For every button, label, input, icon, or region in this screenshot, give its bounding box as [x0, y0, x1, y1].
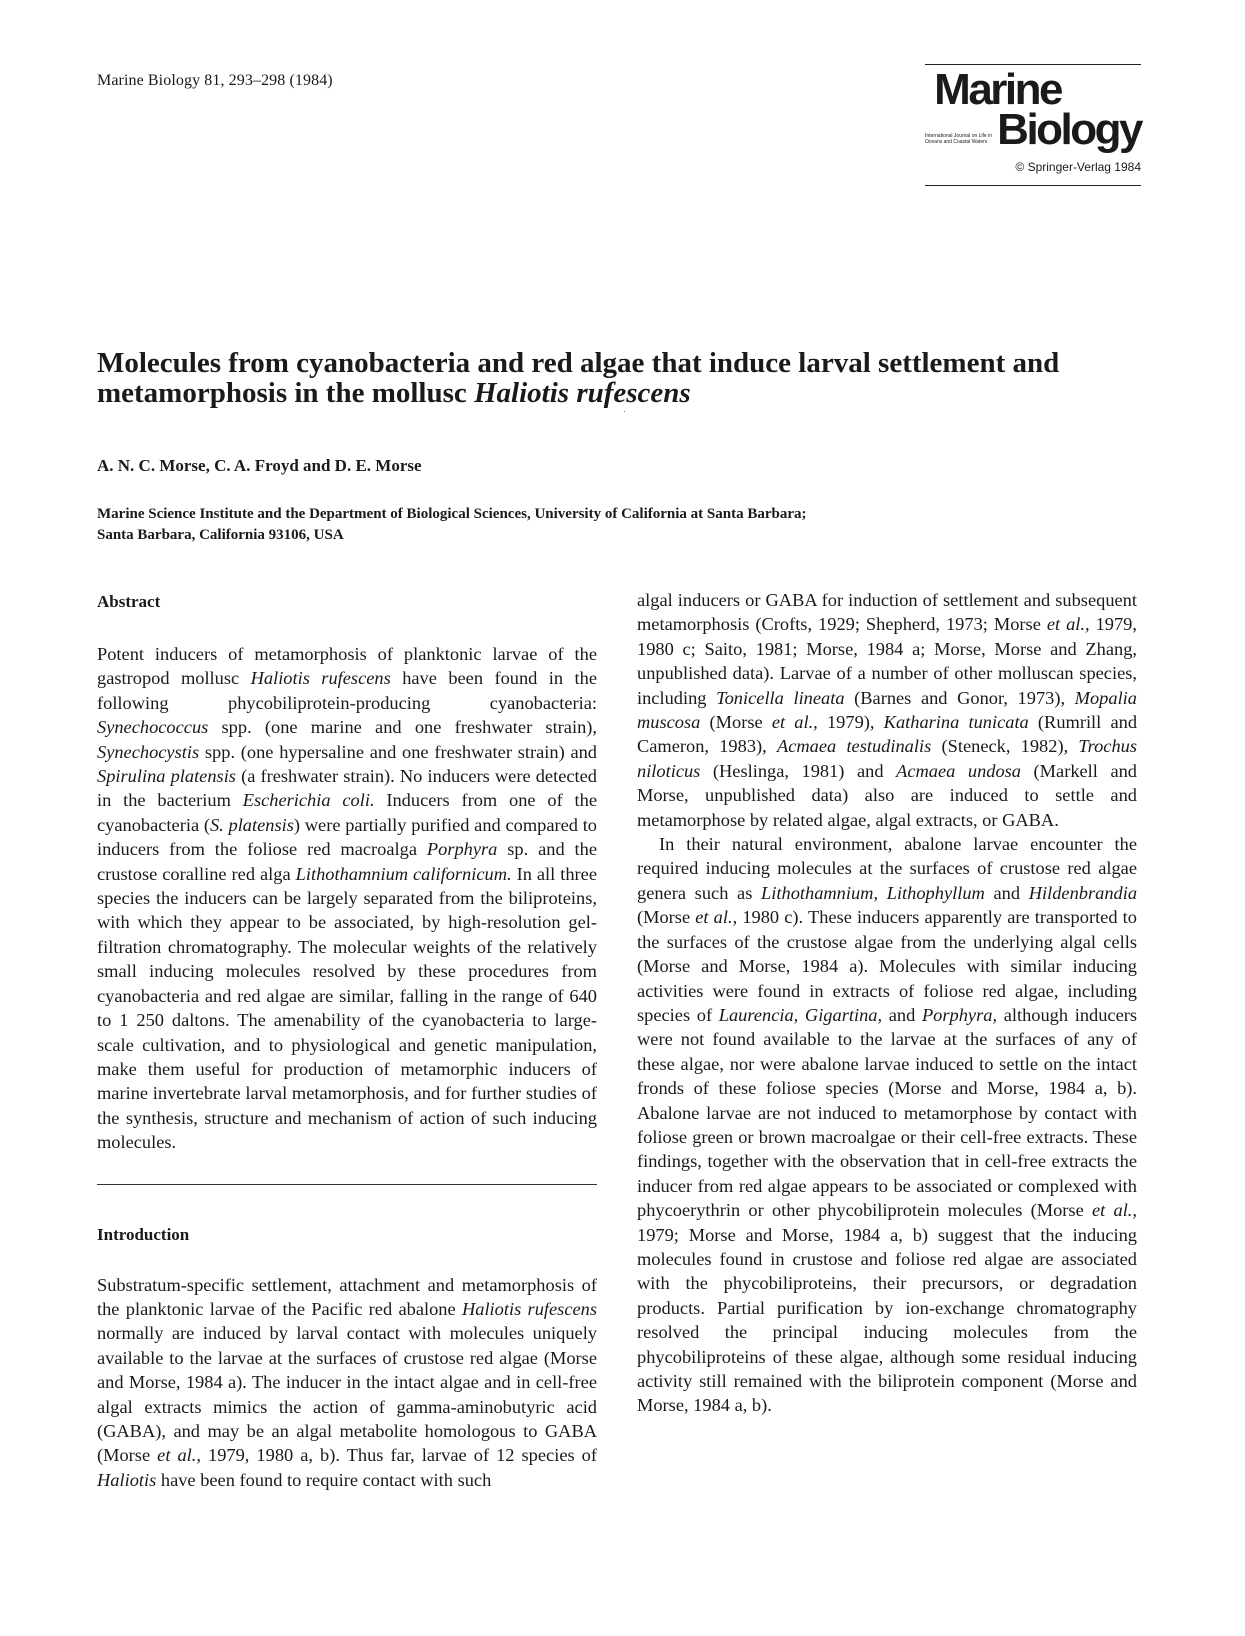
- species-name: Synechococcus: [97, 717, 209, 738]
- species-name: Lithothamnium, Lithophyllum: [761, 882, 985, 903]
- species-name: Acmaea undosa: [896, 760, 1022, 781]
- species-name: S. platensis: [209, 814, 294, 835]
- left-column: [97, 590, 597, 1492]
- introduction-paragraph: [97, 1273, 597, 1493]
- abstract-paragraph: [97, 642, 597, 1155]
- introduction-heading: Introduction: [97, 1224, 190, 1244]
- affiliation-line-1: Marine Science Institute and the Department of Biological Sciences, University of California at Santa Barbara;: [97, 506, 807, 522]
- species-name: Acmaea testudinalis: [776, 736, 932, 757]
- journal-logo: [925, 64, 1141, 188]
- logo-tagline: International Journal on Life in Oceans and Coastal Waters: [925, 133, 992, 145]
- intro-text: Substratum-specific settlement, attachment and metamorphosis of the planktonic larvae of the Pacific red abalone: [97, 1274, 597, 1319]
- scan-speck: [624, 411, 625, 412]
- body-text: (Heslinga, 1981) and: [700, 760, 897, 781]
- species-name: Tonicella lineata: [716, 687, 845, 708]
- citation-etal: et al.,: [1046, 614, 1090, 635]
- body-text: 1979; Morse and Morse, 1984 a, b) suggest that the inducing molecules found in crustose and foliose red algae are associated with the phycobiliproteins, their precursors, or degradation products. Partial purification by ion-exchange chromatography resolved the principal inducing molecules from the phycobiliproteins of these algae, although some residual inducing activity still remained with the biliprotein component (Morse and Morse, 1984 a, b).: [637, 1224, 1137, 1416]
- affiliation: [97, 504, 1097, 546]
- abstract-text: In all three species the inducers can be largely separated from the biliproteins, with which they appear to be associated, by high-resolution gel-filtration chromatography. The molecular weights of the relatively small inducing molecules resolved by these procedures from cyanobacteria and red algae are similar, falling in the range of 640 to 1 250 daltons. The amenability of the cyanobacteria to large-scale cultivation, and to physiological and genetic manipulation, make them useful for production of metamorphic inducers of marine invertebrate larval metamorphosis, and for further studies of the synthesis, structure and mechanism of action of such inducing molecules.: [97, 863, 598, 1153]
- abstract-text: ) were partially purified and compared to inducers from the foliose red macroalga: [97, 814, 597, 860]
- article-title: [97, 348, 1077, 408]
- body-text: (Markell and Morse, unpublished data) also are induced to settle and metamorphose by related algae, algal extracts, or GABA.: [637, 760, 1138, 830]
- body-text: although inducers were not found available to the larvae at the surfaces of any of these algae, nor were abalone larvae induced to settle on the intact fronds of these foliose species (Morse and Morse, 1984 a, b). Abalone larvae are not induced to metamorphose by contact with foliose green or brown macroalgae or their cell-free extracts. These findings, together with the observation that in cell-free extracts the inducer from red algae appears to be associated or complexed with phycoerythrin or other phycobiliprotein molecules (Morse: [637, 1004, 1138, 1221]
- body-text: (Rumrill and Cameron, 1983),: [637, 712, 1138, 757]
- logo-copyright: © Springer-Verlag 1984: [1015, 160, 1141, 174]
- abstract-text: spp. (one hypersaline and one freshwater strain) and: [199, 741, 597, 762]
- journal-citation: Marine Biology 81, 293–298 (1984): [97, 72, 333, 89]
- abstract-text: Potent inducers of metamorphosis of planktonic larvae of the gastropod mollusc: [97, 644, 597, 689]
- species-name: Laurencia, Gigartina,: [718, 1004, 883, 1025]
- species-name: Spirulina platensis: [97, 766, 236, 787]
- abstract-text: have been found in the following phycobiliprotein-producing cyanobacteria:: [97, 668, 597, 713]
- citation-etal: et al.,: [695, 907, 738, 928]
- authors: A. N. C. Morse, C. A. Froyd and D. E. Morse: [97, 456, 422, 475]
- species-name: Katharina tunicata: [883, 712, 1029, 733]
- body-text: and: [882, 1004, 922, 1025]
- body-text: (Barnes and Gonor, 1973),: [844, 687, 1075, 708]
- species-name: Mopalia muscosa: [637, 687, 1137, 733]
- body-text: (Steneck, 1982),: [931, 736, 1079, 757]
- intro-text: normally are induced by larval contact with molecules uniquely available to the larvae at the surfaces of crustose red algae (Morse and Morse, 1984 a). The inducer in the intact algae and in cell-free algal extracts mimics the action of gamma-aminobutyric acid (GABA), and may be an algal metabolite homologous to GABA (Morse: [97, 1323, 597, 1466]
- title-species: Haliotis rufescens: [474, 377, 691, 409]
- body-text: (Morse: [700, 712, 772, 733]
- species-name: Porphyra: [426, 839, 498, 860]
- citation-etal: et al.,: [1091, 1200, 1138, 1221]
- right-paragraph-1: [637, 588, 1137, 832]
- title-text: Molecules from cyanobacteria and red algae that induce larval settlement and metamorphosis in the mollusc: [97, 347, 1060, 409]
- abstract-text: spp. (one marine and one freshwater strain),: [208, 717, 597, 738]
- intro-text: have been found to require contact with such: [156, 1469, 492, 1490]
- species-name: Trochus niloticus: [637, 736, 1137, 781]
- body-text: and: [984, 882, 1029, 903]
- body-text: 1980 c). These inducers apparently are transported to the surfaces of the crustose algae from the underlying algal cells (Morse and Morse, 1984 a). Molecules with similar inducing activities were found in extracts of foliose red algae, including species of: [637, 907, 1137, 1025]
- right-column: [637, 588, 1137, 1418]
- logo-word-biology: Biology: [997, 105, 1141, 154]
- species-name: Haliotis rufescens: [250, 668, 391, 689]
- abstract-text: (a freshwater strain). No inducers were detected in the bacterium: [97, 766, 597, 811]
- intro-text: 1979, 1980 a, b). Thus far, larvae of 12 species of: [200, 1445, 597, 1466]
- species-name: Hildenbrandia: [1028, 882, 1138, 903]
- right-paragraph-2: [637, 832, 1137, 1418]
- species-name: Escherichia coli.: [242, 790, 375, 811]
- body-text: In their natural environment, abalone larvae encounter the required inducing molecules at the surfaces of crustose red algae genera such as: [637, 834, 1137, 903]
- species-name: Haliotis rufescens: [461, 1298, 597, 1319]
- body-text: 1979),: [817, 712, 884, 733]
- logo-rule-bottom: [925, 185, 1141, 186]
- logo-word-marine: Marine: [934, 65, 1061, 114]
- species-name: Porphyra,: [921, 1004, 998, 1025]
- body-text: algal inducers or GABA for induction of settlement and subsequent metamorphosis (Crofts, 1929; Shepherd, 1973; Morse: [637, 590, 1137, 635]
- species-name: Lithothamnium californicum.: [295, 863, 512, 884]
- section-divider: [97, 1184, 597, 1185]
- citation-etal: et al.,: [771, 712, 818, 733]
- species-name: Synechocystis: [97, 741, 200, 762]
- abstract-text: sp. and the crustose coralline red alga: [97, 839, 597, 884]
- body-text: 1979, 1980 c; Saito, 1981; Morse, 1984 a; Morse, Morse and Zhang, unpublished data). Larvae of a number of other molluscan species, including: [637, 614, 1137, 708]
- abstract-text: Inducers from one of the cyanobacteria (: [97, 790, 597, 835]
- body-text: (Morse: [637, 907, 696, 928]
- species-name: Haliotis: [97, 1469, 157, 1490]
- affiliation-line-2: Santa Barbara, California 93106, USA: [97, 527, 344, 543]
- abstract-heading: Abstract: [97, 592, 161, 611]
- citation-etal: et al.,: [157, 1445, 201, 1466]
